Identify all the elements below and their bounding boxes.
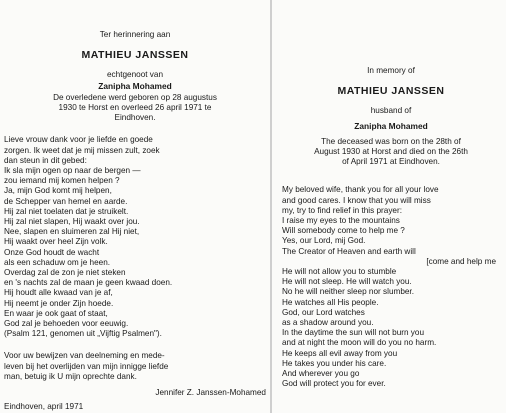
poem-line: Onze God houdt de wacht — [4, 247, 100, 257]
poem-source: (Psalm 121, genomen uit „Vijftig Psalmen"). — [4, 329, 162, 339]
poem-line: God, our Lord watches — [282, 307, 365, 317]
thanks-note — [4, 351, 266, 382]
spouse-name: Zanipha Mohamed — [98, 80, 172, 91]
poem-line: als een schaduw om je heen. — [4, 257, 111, 267]
poem-line: Hij zal niet slapen, Hij waakt over jou. — [4, 217, 140, 227]
place-date: Eindhoven, april 1971 — [4, 402, 84, 412]
poem-line: And wherever you go — [282, 369, 360, 379]
poem-line: Overdag zal de zon je niet steken — [4, 268, 126, 278]
poem-line: zou iemand mij komen helpen ? — [4, 176, 120, 186]
poem — [282, 185, 500, 389]
spouse-name: Zanipha Mohamed — [354, 120, 428, 131]
poem-line: He takes you under his care. — [282, 358, 387, 368]
poem-line: Nee, slapen en sluimeren zal Hij niet, — [4, 227, 140, 237]
death-notice-line: Eindhoven. — [114, 113, 156, 123]
poem-line: Ik sla mijn ogen op naar de bergen — — [4, 166, 141, 176]
poem-line: He keeps all evil away from you — [282, 348, 398, 358]
poem-line: I raise my eyes to the mountains — [282, 216, 400, 226]
poem-line: Hij waakt over heel Zijn volk. — [4, 237, 108, 247]
poem-line: He watches all His people. — [282, 297, 379, 307]
poem-line: The Creator of Heaven and earth will — [282, 246, 416, 256]
poem-line: En waar je ook gaat of staat, — [4, 308, 108, 318]
death-notice-line: 1930 te Horst en overleed 26 april 1971 te — [58, 103, 212, 113]
poem-line: He will not allow you to stumble — [282, 267, 397, 277]
death-notice-line: The deceased was born on the 28th of — [321, 136, 461, 146]
death-notice — [282, 137, 500, 168]
poem-line: My beloved wife, thank you for all your love — [282, 185, 439, 195]
poem-line: Lieve vrouw dank voor je liefde en goede — [4, 135, 153, 145]
memory-heading: In memory of — [367, 66, 415, 75]
poem-line: Hij zal niet toelaten dat je struikelt. — [4, 206, 129, 216]
poem-line: Hij houdt alle kwaad van je af, — [4, 288, 113, 298]
poem-line: as a shadow around you. — [282, 318, 374, 328]
poem-line: Hij neemt je onder Zijn hoede. — [4, 298, 114, 308]
poem-line: en 's nachts zal de maan je geen kwaad doen. — [4, 278, 173, 288]
right-panel-english — [282, 66, 500, 389]
poem-line: Yes, our Lord, mij God. — [282, 236, 366, 246]
fold-divider — [270, 0, 272, 413]
poem — [4, 135, 266, 339]
poem-line: No he will neither sleep nor slumber. — [282, 287, 414, 297]
deceased-name: MATHIEU JANSSEN — [337, 85, 445, 98]
poem-line: and at night the moon will do you no harm. — [282, 338, 437, 348]
relation-label: echtgenoot van — [107, 70, 163, 80]
poem-line: zorgen. Ik weet dat je mij missen zult, zoek — [4, 145, 160, 155]
poem-line: [come and help me — [426, 256, 496, 266]
poem-line: dan steun in dit gebed: — [4, 155, 87, 165]
relation-label: husband of — [370, 106, 412, 116]
death-notice — [4, 93, 266, 124]
signature: Jennifer Z. Janssen-Mohamed — [155, 388, 266, 398]
thanks-line: Voor uw bewijzen van deelneming en mede- — [4, 351, 165, 361]
poem-line: de Schepper van hemel en aarde. — [4, 196, 128, 206]
death-notice-line: of April 1971 at Eindhoven. — [342, 157, 440, 167]
poem-line: Ja, mijn God komt mij helpen, — [4, 186, 112, 196]
poem-line: Will somebody come to help me ? — [282, 226, 405, 236]
deceased-name: MATHIEU JANSSEN — [81, 49, 189, 62]
left-panel-dutch — [4, 30, 266, 413]
poem-line: In the daytime the sun will not burn you — [282, 328, 424, 338]
poem-line: God will protect you for ever. — [282, 379, 386, 389]
death-notice-line: August 1930 at Horst and died on the 26th — [314, 147, 468, 157]
memory-heading: Ter herinnering aan — [99, 30, 171, 39]
poem-line: my, try to find relief in this prayer: — [282, 205, 402, 215]
death-notice-line: De overledene werd geboren op 28 augustus — [53, 92, 217, 102]
thanks-line: leven bij het overlijden van mijn innigge liefde — [4, 361, 169, 371]
poem-line: and good cares. I know that you will miss — [282, 195, 431, 205]
poem-line: God zal je behoeden voor eeuwig. — [4, 319, 129, 329]
poem-line: He will not sleep. He will watch you. — [282, 277, 412, 287]
thanks-line: man, betuig ik U mijn oprechte dank. — [4, 371, 137, 381]
